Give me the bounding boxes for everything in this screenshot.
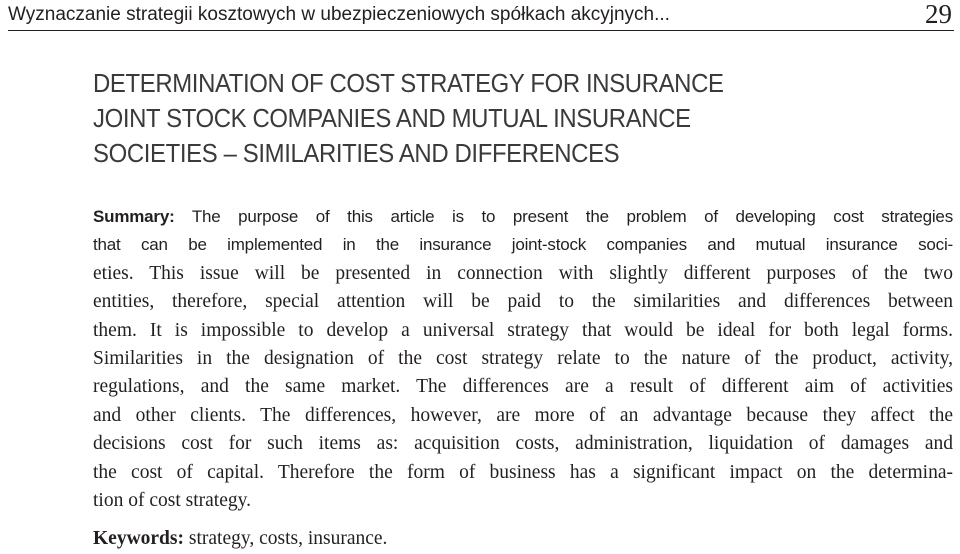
summary-line: tion of cost strategy. [93,490,251,512]
page-number: 29 [925,0,952,29]
article-title [93,66,847,171]
summary-line [93,203,953,231]
summary-line: decisions cost for such items as: acquisition costs, administration, liquidation of damages and [93,433,953,455]
summary-line: entities, therefore, special attention will be paid to the similarities and differences between [93,291,953,313]
running-title: Wyznaczanie strategii kosztowych w ubezpieczeniowych spółkach akcyjnych... [8,4,670,25]
keywords-text: strategy, costs, insurance. [184,528,388,549]
summary-label: Summary: [93,207,175,226]
summary-line: the cost of capital. Therefore the form of business has a significant impact on the determina- [93,461,953,483]
running-header [8,0,954,31]
summary-line: Similarities in the designation of the cost strategy relate to the nature of the product, activity, [93,348,953,370]
summary-paragraph [93,203,953,515]
keywords-line [93,526,387,552]
summary-text: The purpose of this article is to present the problem of developing cost strategies [174,207,953,226]
title-line: JOINT STOCK COMPANIES AND MUTUAL INSURANCE [93,103,691,133]
summary-line: eties. This issue will be presented in connection with slightly different purposes of the two [93,262,953,284]
summary-line: them. It is impossible to develop a universal strategy that would be ideal for both legal forms. [93,319,953,341]
summary-line: regulations, and the same market. The differences are a result of different aim of activities [93,376,953,398]
keywords-label: Keywords: [93,528,184,549]
title-line: SOCIETIES – SIMILARITIES AND DIFFERENCES [93,138,620,168]
title-line: DETERMINATION OF COST STRATEGY FOR INSURANCE [93,68,724,98]
summary-line: that can be implemented in the insurance joint-stock companies and mutual insurance soci- [93,235,953,255]
summary-line: and other clients. The differences, however, are more of an advantage because they affect the [93,404,953,426]
